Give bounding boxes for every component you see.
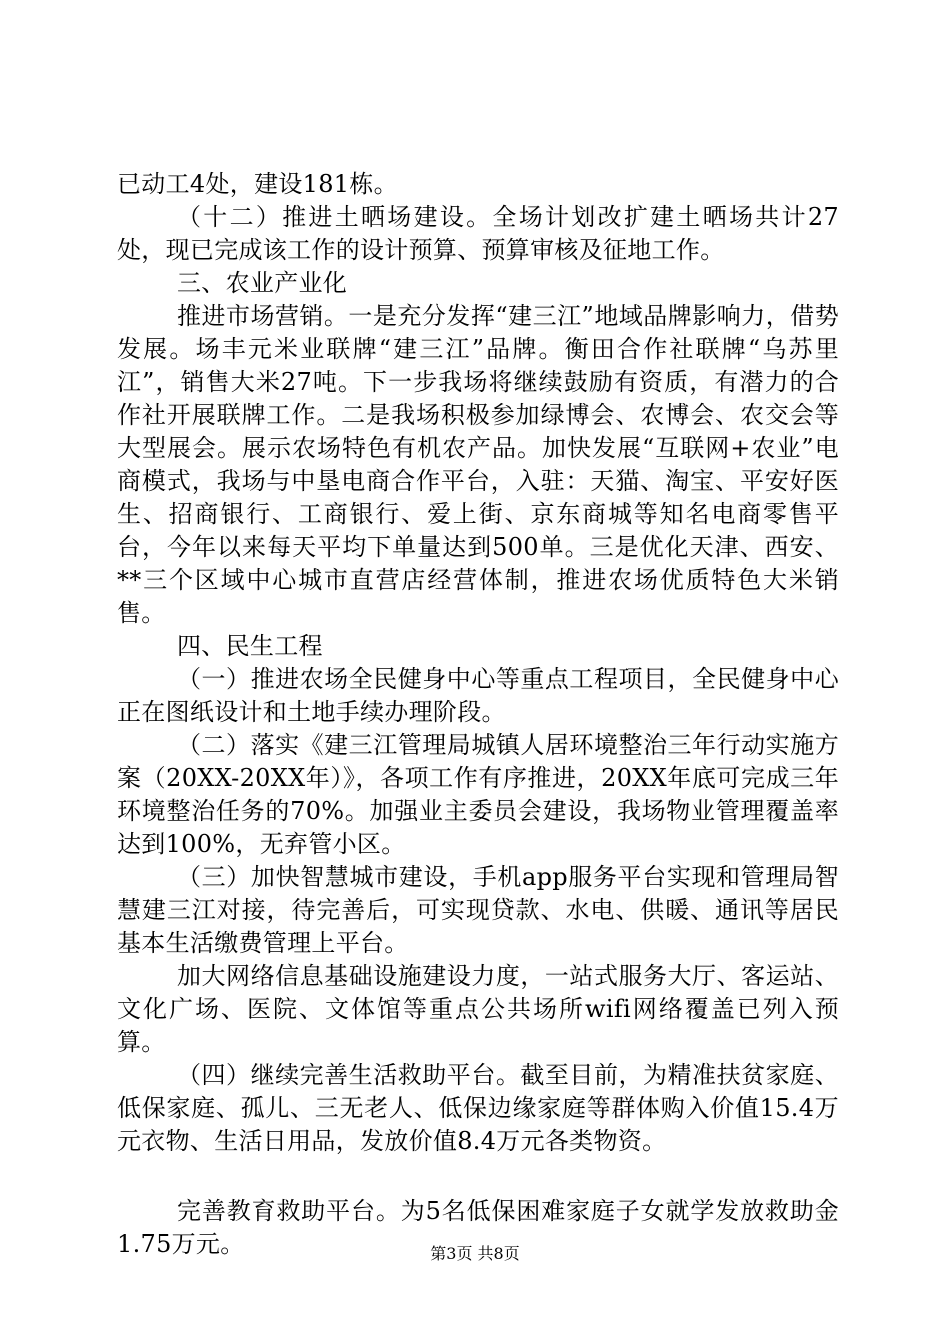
- paragraph-item-4: （四）继续完善生活救助平台。截至目前，为精准扶贫家庭、低保家庭、孤儿、三无老人、低保边缘家庭等群体购入价值15.4万元衣物、生活日用品，发放价值8.4万元各类物资。: [117, 1061, 839, 1155]
- paragraph-marketing: 推进市场营销。一是充分发挥“建三江”地域品牌影响力，借势发展。场丰元米业联牌“建三江”品牌。衡田合作社联牌“乌苏里江”，销售大米27吨。下一步我场将继续鼓励有资质，有潜力的合作社开展联牌工作。二是我场积极参加绿博会、农博会、农交会等大型展会。展示农场特色有机农产品。加快发展“互联网+农业”电商模式，我场与中垦电商合作平台，入驻：天猫、淘宝、平安好医生、招商银行、工商银行、爱上街、京东商城等知名电商零售平台，今年以来每天平均下单量达到500单。三是优化天津、西安、**三个区域中心城市直营店经营体制，推进农场优质特色大米销售。: [117, 302, 839, 627]
- paragraph-continuation: 已动工4处，建设181栋。: [117, 170, 398, 198]
- paragraph-education: 完善教育救助平台。为5名低保困难家庭子女就学发放救助金1.75万元。: [117, 1197, 839, 1258]
- paragraph-spacer: [117, 1158, 839, 1195]
- paragraph-item-2: （二）落实《建三江管理局城镇人居环境整治三年行动实施方案（20XX-20XX年）》，各项工作有序推进，20XX年底可完成三年环境整治任务的70%。加强业主委员会建设，我场物业管理覆盖率达到100%，无弃管小区。: [117, 731, 839, 858]
- paragraph-item-12: （十二）推进土晒场建设。全场计划改扩建土晒场共计27处，现已完成该工作的设计预算、预算审核及征地工作。: [117, 203, 839, 264]
- document-body: [117, 168, 839, 1261]
- paragraph-item-3: （三）加快智慧城市建设，手机app服务平台实现和管理局智慧建三江对接，待完善后，可实现贷款、水电、供暖、通讯等居民基本生活缴费管理上平台。: [117, 863, 839, 957]
- paragraph-network: 加大网络信息基础设施建设力度，一站式服务大厅、客运站、文化广场、医院、文体馆等重点公共场所wifi网络覆盖已列入预算。: [117, 962, 839, 1056]
- page-footer: 第3页 共8页: [430, 1244, 520, 1263]
- section-heading-agriculture: 三、农业产业化: [177, 269, 348, 297]
- paragraph-item-1: （一）推进农场全民健身中心等重点工程项目，全民健身中心正在图纸设计和土地手续办理阶段。: [117, 665, 839, 726]
- section-heading-livelihood: 四、民生工程: [177, 632, 323, 660]
